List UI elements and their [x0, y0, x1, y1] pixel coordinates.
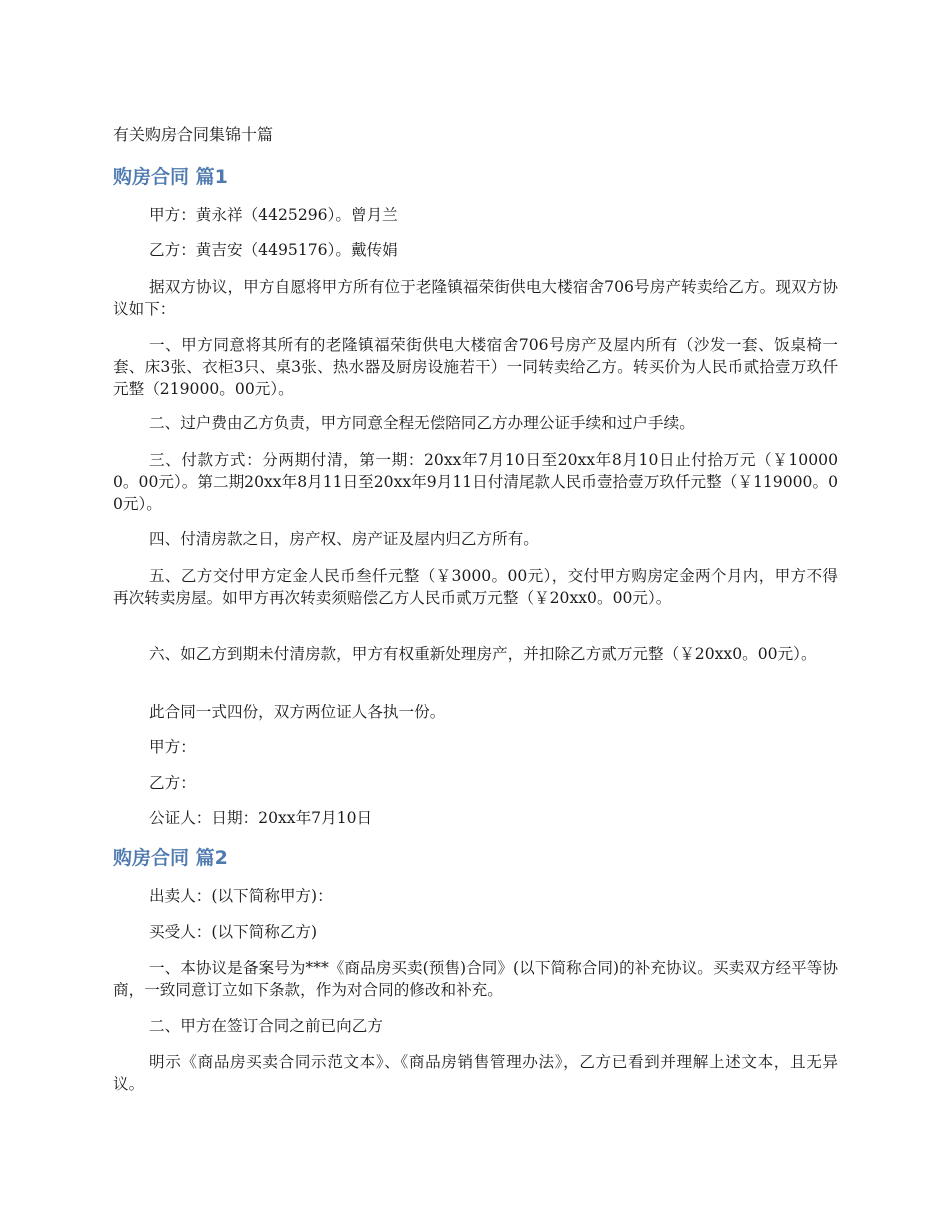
paragraph: 甲方：	[149, 738, 196, 756]
paragraph: 乙方：黄吉安（4495176）。戴传娟	[149, 241, 398, 259]
paragraph: 一、甲方同意将其所有的老隆镇福荣街供电大楼宿舍706号房产及屋内所有（沙发一套、饭桌椅一套、床3张、衣柜3只、桌3张、热水器及厨房设施若干）一同转卖给乙方。转买价为人民币贰拾壹万玖仟元整（219000。00元）。	[113, 336, 838, 398]
paragraph: 三、付款方式：分两期付清，第一期：20xx年7月10日至20xx年8月10日止付拾万元（￥100000。00元）。第二期20xx年8月11日至20xx年9月11日付清尾款人民币壹拾壹万玖仟元整（￥119000。00元）。	[113, 451, 838, 513]
paragraph: 乙方：	[149, 774, 196, 792]
section-heading-2: 购房合同 篇2	[113, 847, 228, 869]
paragraph: 据双方协议，甲方自愿将甲方所有位于老隆镇福荣街供电大楼宿舍706号房产转卖给乙方。现双方协议如下：	[113, 278, 838, 318]
paragraph: 此合同一式四份，双方两位证人各执一份。	[149, 703, 446, 721]
document-title: 有关购房合同集锦十篇	[113, 125, 274, 144]
paragraph: 明示《商品房买卖合同示范文本》、《商品房销售管理办法》，乙方已看到并理解上述文本，且无异议。	[113, 1053, 838, 1093]
paragraph: 二、过户费由乙方负责，甲方同意全程无偿陪同乙方办理公证手续和过户手续。	[149, 414, 695, 432]
paragraph: 四、付清房款之日，房产权、房产证及屋内归乙方所有。	[149, 530, 539, 548]
paragraph: 五、乙方交付甲方定金人民币叁仟元整（￥3000。00元），交付甲方购房定金两个月内，甲方不得再次转卖房屋。如甲方再次转卖须赔偿乙方人民币贰万元整（￥20xx0。00元）。	[113, 567, 838, 607]
section-heading-1: 购房合同 篇1	[113, 166, 228, 188]
paragraph: 甲方：黄永祥（4425296）。曾月兰	[149, 206, 398, 224]
paragraph: 六、如乙方到期未付清房款，甲方有权重新处理房产，并扣除乙方贰万元整（￥20xx0。00元）。	[149, 645, 817, 663]
paragraph: 出卖人：(以下简称甲方)：	[149, 887, 333, 905]
paragraph: 二、甲方在签订合同之前已向乙方	[149, 1017, 383, 1035]
paragraph: 公证人：日期：20xx年7月10日	[149, 809, 373, 827]
paragraph: 一、本协议是备案号为***《商品房买卖(预售)合同》(以下简称合同)的补充协议。买卖双方经平等协商，一致同意订立如下条款，作为对合同的修改和补充。	[113, 959, 838, 999]
paragraph: 买受人：(以下简称乙方)	[149, 923, 318, 941]
